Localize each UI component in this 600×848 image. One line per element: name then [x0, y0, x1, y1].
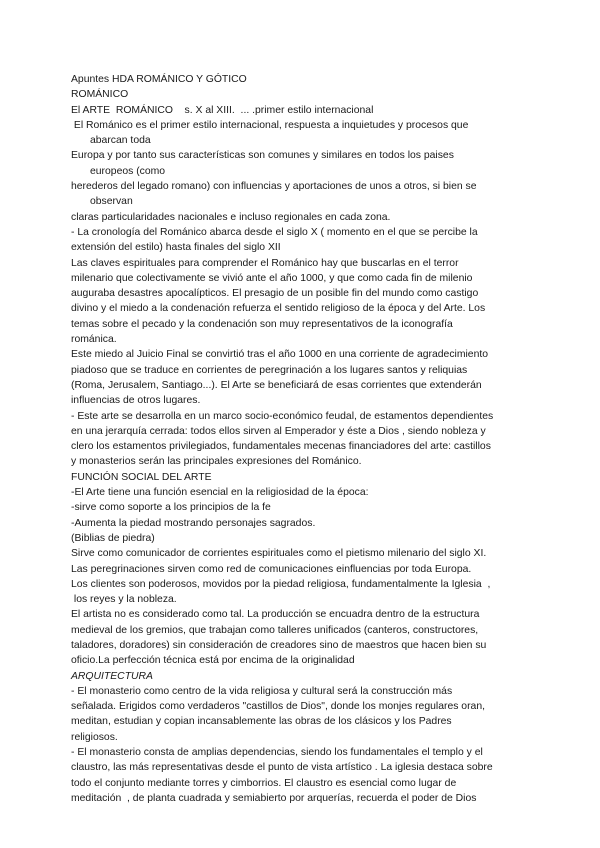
text-line: auguraba desastres apocalípticos. El presagio de un posible fin del mundo como castigo — [71, 288, 479, 300]
text-line: extensión del estilo) hasta finales del siglo XII — [71, 242, 281, 254]
text-line: - La cronología del Románico abarca desde el siglo X ( momento en el que se percibe la — [71, 226, 478, 238]
text-line: divino y el miedo a la condenación refuerza el sentido religioso de la época y del Arte. Los — [71, 303, 486, 315]
text-line: -Aumenta la piedad mostrando personajes sagrados. — [71, 517, 316, 529]
text-line: (Roma, Jerusalem, Santiago...). El Arte se beneficiará de esas corrientes que extenderán — [71, 379, 482, 391]
text-line: oficio.La perfección técnica está por encima de la originalidad — [71, 655, 355, 667]
text-line: -El Arte tiene una función esencial en la religiosidad de la época: — [71, 487, 369, 499]
text-line: Este miedo al Juicio Final se convirtió tras el año 1000 en una corriente de agradecimiento — [71, 349, 489, 361]
text-line: clero los estamentos privilegiados, fundamentales mecenas financiadores del arte: castillos — [71, 441, 491, 453]
text-line: abarcan toda — [90, 135, 151, 147]
text-line: los reyes y la nobleza. — [71, 594, 177, 606]
text-line: meditan, estudian y copian incansablemente las obras de los clásicos y los Padres — [71, 716, 452, 728]
text-line: claras particularidades nacionales e incluso regionales en cada zona. — [71, 211, 391, 223]
text-line: (Biblias de piedra) — [71, 532, 155, 544]
text-line: meditación , de planta cuadrada y semiabierto por arquerías, recuerda el poder de Dios — [71, 792, 477, 804]
text-line: románica. — [71, 334, 117, 346]
text-line: - Este arte se desarrolla en un marco socio-económico feudal, de estamentos dependientes — [71, 410, 494, 422]
section-heading-arquitectura: ARQUITECTURA — [71, 670, 153, 682]
text-line: claustro, las más representativas desde el punto de vista artístico . La iglesia destaca sobre — [71, 762, 493, 774]
text-line: Los clientes son poderosos, movidos por la piedad religiosa, fundamentalmente la Iglesia , — [71, 578, 491, 590]
text-line: Las peregrinaciones sirven como red de comunicaciones einfluencias por toda Europa. — [71, 563, 472, 575]
text-line: observan — [90, 196, 133, 208]
document-page — [71, 72, 531, 806]
text-line: temas sobre el pecado y la condenación son muy representativos de la iconografía — [71, 318, 453, 330]
text-line: en una jerarquía cerrada: todos ellos sirven al Emperador y éste a Dios , siendo nobleza y — [71, 425, 486, 437]
text-line: El artista no es considerado como tal. La producción se encuadra dentro de la estructura — [71, 609, 480, 621]
section-heading-funcion-social: FUNCIÓN SOCIAL DEL ARTE — [71, 471, 212, 483]
text-line: - El monasterio consta de amplias dependencias, siendo los fundamentales el templo y el — [71, 747, 483, 759]
text-line: europeos (como — [90, 165, 166, 177]
text-line: influencias de otros lugares. — [71, 395, 201, 407]
text-line: todo el conjunto mediante torres y cimborrios. El claustro es esencial como lugar de — [71, 777, 457, 789]
text-line: herederos del legado romano) con influencias y aportaciones de unos a otros, si bien se — [71, 181, 477, 193]
text-line: milenario que colectivamente se vivió ante el año 1000, y que como cada fin de milenio — [71, 272, 473, 284]
section-heading-romanico: ROMÁNICO — [71, 89, 129, 101]
text-line: Sirve como comunicador de corrientes espirituales como el pietismo milenario del siglo XI. — [71, 548, 487, 560]
text-line: Las claves espirituales para comprender el Románico hay que buscarlas en el terror — [71, 257, 459, 269]
document-title: Apuntes HDA ROMÁNICO Y GÓTICO — [71, 74, 247, 85]
subheading-arte-romanico: El ARTE ROMÁNICO s. X al XIII. ... .primer estilo internacional — [71, 104, 374, 116]
text-line: - El monasterio como centro de la vida religiosa y cultural será la construcción más — [71, 685, 453, 697]
text-line: Europa y por tanto sus características son comunes y similares en todos los paises — [71, 150, 454, 162]
text-line: medieval de los gremios, que trabajan como talleres unificados (canteros, constructores, — [71, 624, 479, 636]
text-line: piadoso que se traduce en corrientes de peregrinación a los lugares santos y reliquias — [71, 364, 468, 376]
text-line: El Románico es el primer estilo internacional, respuesta a inquietudes y procesos que — [71, 119, 469, 131]
text-line: y monasterios serán las principales expresiones del Románico. — [71, 456, 362, 468]
text-line: taladores, doradores) sin consideración de creadores sino de maestros que hacen bien su — [71, 639, 487, 651]
text-line: -sirve como soporte a los principios de la fe — [71, 502, 271, 514]
text-line: señalada. Erigidos como verdaderos "castillos de Dios", donde los monjes regulares oran, — [71, 701, 485, 713]
text-line: religiosos. — [71, 731, 118, 743]
